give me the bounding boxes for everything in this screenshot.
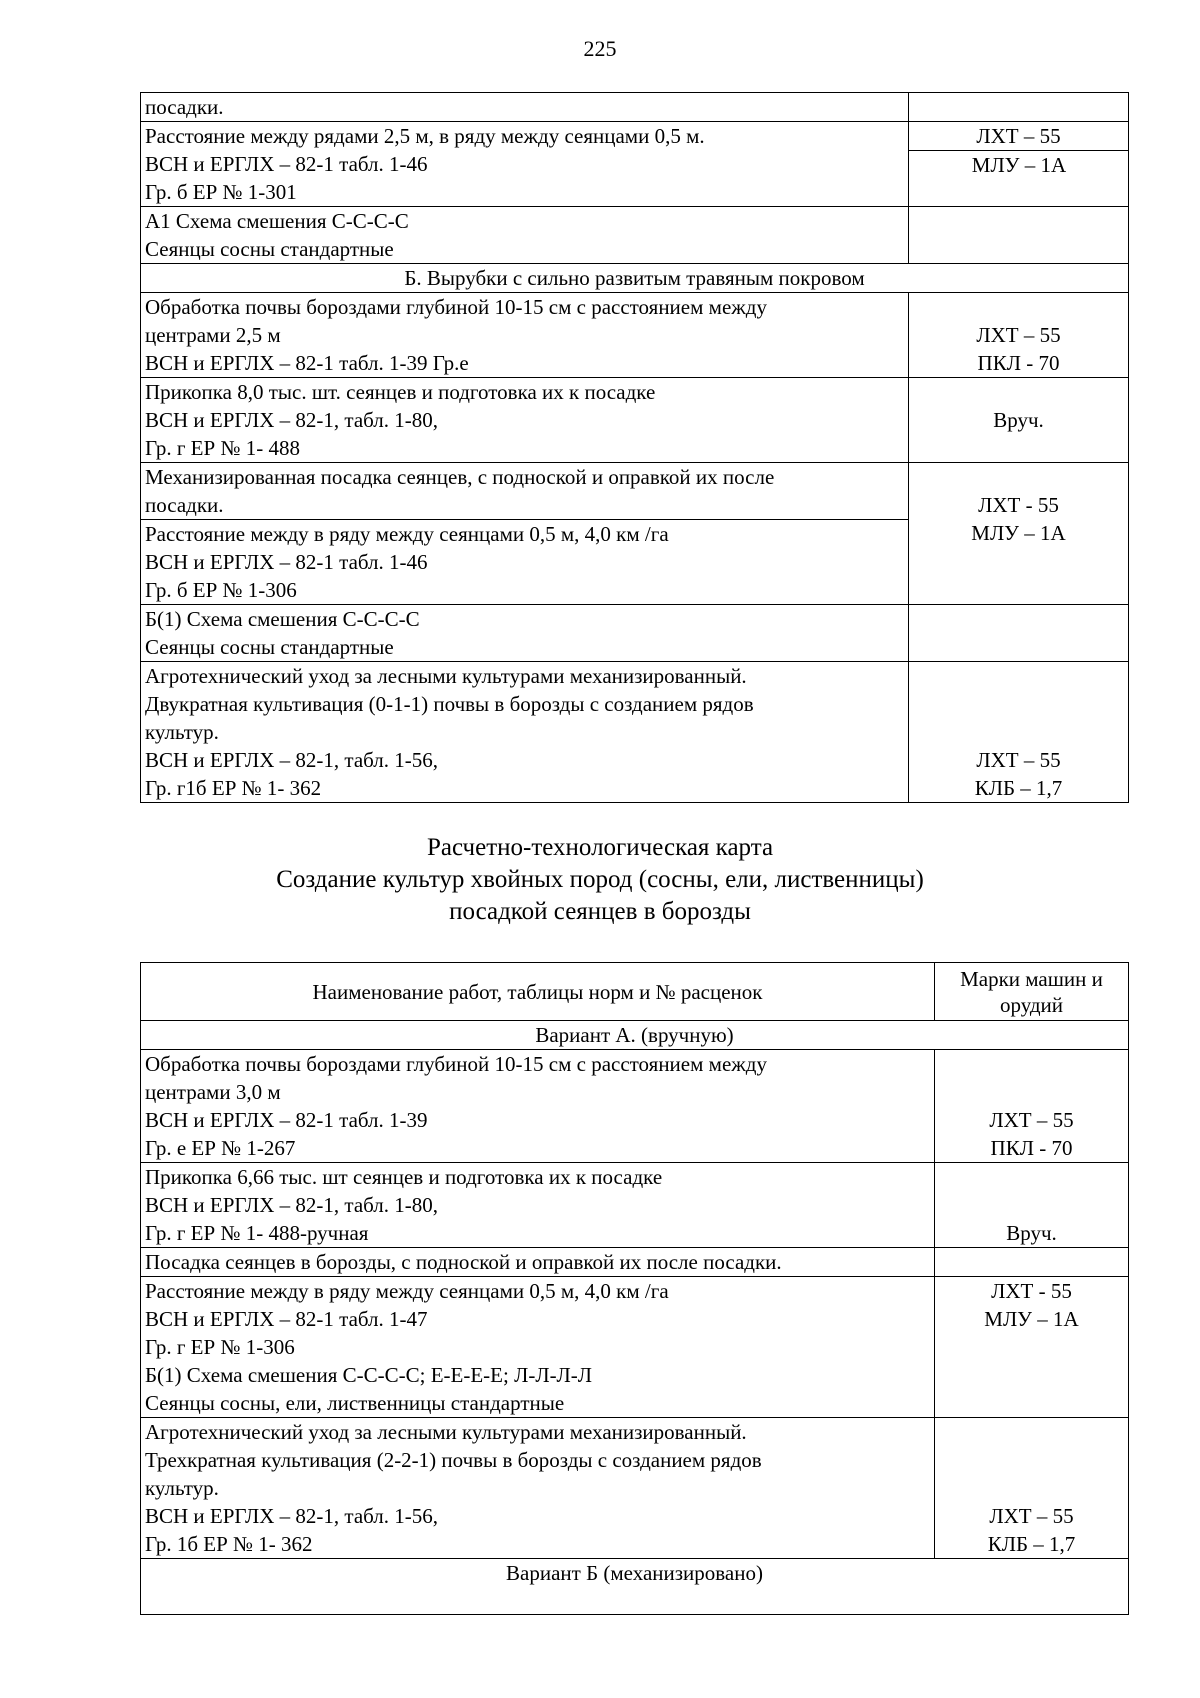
work-cell bbox=[141, 1248, 935, 1277]
work-text-line: ВСН и ЕРГЛХ – 82-1, табл. 1-56, bbox=[145, 1504, 439, 1528]
machine-text-line bbox=[909, 378, 1128, 406]
work-text-line: Обработка почвы бороздами глубиной 10-15 см с расстоянием между bbox=[145, 295, 767, 319]
work-cell bbox=[141, 662, 909, 803]
work-text-line: Гр. е ЕР № 1-267 bbox=[145, 1136, 296, 1160]
work-text-line: Агротехнический уход за лесными культурами механизированный. bbox=[145, 1420, 747, 1444]
work-text-line: Б(1) Схема смешения С-С-С-С bbox=[145, 607, 420, 631]
work-text-line: посадки. bbox=[145, 95, 224, 119]
header-work-cell bbox=[141, 963, 935, 1021]
machine-text-line: ЛХТ – 55 bbox=[989, 1504, 1074, 1528]
variant-a-cell bbox=[141, 1021, 1129, 1050]
machine-text-line: Вруч. bbox=[993, 408, 1044, 432]
machine-text-line: ПКЛ - 70 bbox=[990, 1136, 1073, 1160]
work-cell bbox=[141, 1163, 935, 1248]
machines-cell bbox=[935, 1248, 1129, 1277]
machines-cell bbox=[909, 93, 1129, 122]
machine-text-line: МЛУ – 1А bbox=[909, 150, 1129, 179]
machines-cell bbox=[909, 122, 1129, 207]
work-text-line: центрами 2,5 м bbox=[145, 323, 281, 347]
variant-b-label: Вариант Б (механизировано) bbox=[506, 1561, 763, 1585]
machine-text-line bbox=[935, 1333, 1128, 1361]
machine-text-line: ЛХТ – 55 bbox=[989, 1108, 1074, 1132]
machine-text-line bbox=[935, 1361, 1128, 1389]
header-machines-cell bbox=[935, 963, 1129, 1021]
variant-b-cell bbox=[141, 1559, 1129, 1615]
header-machines-label-1: Марки машин и bbox=[960, 966, 1103, 991]
table-row bbox=[141, 378, 1129, 463]
variant-a-label: Вариант А. (вручную) bbox=[535, 1023, 734, 1047]
machine-text-line: КЛБ – 1,7 bbox=[974, 776, 1063, 800]
work-table-continued bbox=[140, 92, 1129, 803]
work-cell bbox=[141, 122, 909, 207]
machine-text-line bbox=[909, 605, 1128, 633]
table-row bbox=[141, 463, 1129, 605]
table-row bbox=[141, 662, 1129, 803]
work-text-line: ВСН и ЕРГЛХ – 82-1, табл. 1-80, bbox=[145, 1193, 439, 1217]
work-text-line: Гр. г1б ЕР № 1- 362 bbox=[145, 776, 322, 800]
work-text-line: Механизированная посадка сеянцев, с подноской и оправкой их после bbox=[145, 465, 775, 489]
work-text-line: Двукратная культивация (0-1-1) почвы в борозды с созданием рядов bbox=[145, 692, 754, 716]
header-machines-label-2: орудий bbox=[999, 992, 1064, 1017]
work-text-line: Трехкратная культивация (2-2-1) почвы в борозды с созданием рядов bbox=[145, 1448, 762, 1472]
work-text-line: Расстояние между в ряду между сеянцами 0,5 м, 4,0 км /га bbox=[145, 1279, 669, 1303]
work-text-line: Сеянцы сосны стандартные bbox=[145, 237, 394, 261]
work-text-line: ВСН и ЕРГЛХ – 82-1 табл. 1-46 bbox=[145, 550, 428, 574]
machine-text-line bbox=[935, 1418, 1128, 1446]
machines-cell bbox=[909, 378, 1129, 463]
variant-b-row bbox=[141, 1559, 1129, 1615]
work-cell bbox=[141, 293, 909, 378]
work-text-line: посадки. bbox=[145, 493, 224, 517]
work-text-line: ВСН и ЕРГЛХ – 82-1, табл. 1-80, bbox=[145, 408, 439, 432]
work-text-line: ВСН и ЕРГЛХ – 82-1 табл. 1-39 Гр.е bbox=[145, 351, 469, 375]
table-row bbox=[141, 1163, 1129, 1248]
machine-text-line: ЛХТ - 55 bbox=[978, 493, 1059, 517]
machines-cell bbox=[935, 1418, 1129, 1559]
work-text-line: ВСН и ЕРГЛХ – 82-1 табл. 1-46 bbox=[145, 152, 428, 176]
title-line-1: Расчетно-технологическая карта bbox=[426, 834, 774, 861]
table-row bbox=[141, 1277, 1129, 1418]
document-title bbox=[0, 832, 1200, 928]
machines-cell bbox=[935, 1050, 1129, 1163]
machine-text-line: Вруч. bbox=[1006, 1221, 1057, 1245]
machine-text-line bbox=[909, 207, 1128, 235]
work-text-line: Сеянцы сосны стандартные bbox=[145, 635, 394, 659]
work-text-line: Обработка почвы бороздами глубиной 10-15 см с расстоянием между bbox=[145, 1052, 767, 1076]
work-text-line: Расстояние между рядами 2,5 м, в ряду между сеянцами 0,5 м. bbox=[145, 124, 705, 148]
work-text-line: Гр. 1б ЕР № 1- 362 bbox=[145, 1532, 313, 1556]
work-text-line: Сеянцы сосны, ели, лиственницы стандартные bbox=[145, 1391, 565, 1415]
work-text-line: Агротехнический уход за лесными культурами механизированный. bbox=[145, 664, 747, 688]
machine-text-line bbox=[909, 690, 1128, 718]
machine-text-line bbox=[935, 1163, 1128, 1191]
work-text-line: Гр. г ЕР № 1- 488 bbox=[145, 436, 300, 460]
page-number: 225 bbox=[583, 36, 617, 61]
work-cell bbox=[141, 463, 909, 605]
work-text-line: Гр. б ЕР № 1-306 bbox=[145, 578, 297, 602]
machine-text-line bbox=[935, 1078, 1128, 1106]
table-row bbox=[141, 122, 1129, 207]
table-row bbox=[141, 93, 1129, 122]
work-cell bbox=[141, 1050, 935, 1163]
table-row bbox=[141, 293, 1129, 378]
machine-text-line bbox=[935, 1389, 1128, 1417]
machine-text-line: ЛХТ – 55 bbox=[976, 748, 1061, 772]
machine-text-line bbox=[909, 93, 1128, 121]
title-line-3: посадкой сеянцев в борозды bbox=[449, 898, 751, 925]
section-heading-cell bbox=[141, 264, 1129, 293]
work-text-line: ВСН и ЕРГЛХ – 82-1 табл. 1-39 bbox=[145, 1108, 428, 1132]
work-text-line: Прикопка 6,66 тыс. шт сеянцев и подготовка их к посадке bbox=[145, 1165, 663, 1189]
work-text-line: А1 Схема смешения С-С-С-С bbox=[145, 209, 409, 233]
work-text-line: центрами 3,0 м bbox=[145, 1080, 281, 1104]
work-text-line: ВСН и ЕРГЛХ – 82-1 табл. 1-47 bbox=[145, 1307, 428, 1331]
machine-text-line bbox=[935, 1050, 1128, 1078]
machine-text-line bbox=[909, 575, 1128, 603]
machines-cell bbox=[909, 463, 1129, 605]
work-text-line: Гр. г ЕР № 1- 488-ручная bbox=[145, 1221, 369, 1245]
machine-text-line: МЛУ – 1А bbox=[984, 1307, 1079, 1331]
title-line-2: Создание культур хвойных пород (сосны, ели, лиственницы) bbox=[276, 866, 924, 893]
work-text-line: Гр. г ЕР № 1-306 bbox=[145, 1335, 295, 1359]
section-heading: Б. Вырубки с сильно развитым травяным покровом bbox=[404, 266, 865, 290]
work-cell bbox=[141, 605, 909, 662]
machine-text-line: КЛБ – 1,7 bbox=[987, 1532, 1076, 1556]
work-text-line: ВСН и ЕРГЛХ – 82-1, табл. 1-56, bbox=[145, 748, 439, 772]
machine-text-line bbox=[909, 718, 1128, 746]
table-row bbox=[141, 1418, 1129, 1559]
machines-cell bbox=[935, 1163, 1129, 1248]
machine-text-line bbox=[935, 1191, 1128, 1219]
table-row bbox=[141, 1050, 1129, 1163]
machines-cell bbox=[909, 662, 1129, 803]
table-row bbox=[141, 264, 1129, 293]
work-text-line: Б(1) Схема смешения С-С-С-С; Е-Е-Е-Е; Л-Л-Л-Л bbox=[145, 1363, 593, 1387]
work-cell bbox=[141, 1277, 935, 1418]
table-row bbox=[141, 605, 1129, 662]
machine-text-line bbox=[909, 547, 1128, 575]
machine-text-line bbox=[935, 1248, 1128, 1276]
machine-text-line bbox=[935, 1446, 1128, 1474]
machine-text-line: ЛХТ – 55 bbox=[976, 124, 1061, 148]
machine-text-line: ЛХТ - 55 bbox=[991, 1279, 1072, 1303]
machine-text-line bbox=[909, 463, 1128, 491]
machine-text-line bbox=[909, 293, 1128, 321]
work-cell bbox=[141, 378, 909, 463]
machine-text-line bbox=[909, 434, 1128, 462]
work-table-conifer-planting bbox=[140, 962, 1129, 1615]
work-cell bbox=[141, 1418, 935, 1559]
machines-cell bbox=[935, 1277, 1129, 1418]
work-text-line: культур. bbox=[145, 1476, 219, 1500]
machines-cell bbox=[909, 207, 1129, 264]
work-cell bbox=[141, 207, 909, 264]
work-text-line: Прикопка 8,0 тыс. шт. сеянцев и подготовка их к посадке bbox=[145, 380, 656, 404]
machine-text-line: ЛХТ – 55 bbox=[976, 323, 1061, 347]
machines-cell bbox=[909, 605, 1129, 662]
machine-text-line: МЛУ – 1А bbox=[971, 521, 1066, 545]
work-text-line: Посадка сеянцев в борозды, с подноской и оправкой их после посадки. bbox=[145, 1250, 782, 1274]
table-header-row bbox=[141, 963, 1129, 1021]
header-work-label: Наименование работ, таблицы норм и № расценок bbox=[312, 979, 763, 1004]
table-row bbox=[141, 207, 1129, 264]
work-text-line: культур. bbox=[145, 720, 219, 744]
work-text-line: Расстояние между в ряду между сеянцами 0,5 м, 4,0 км /га bbox=[141, 519, 909, 548]
machine-text-line bbox=[935, 1474, 1128, 1502]
work-text-line: Гр. б ЕР № 1-301 bbox=[145, 180, 297, 204]
work-cell bbox=[141, 93, 909, 122]
variant-a-row bbox=[141, 1021, 1129, 1050]
machines-cell bbox=[909, 293, 1129, 378]
table-row bbox=[141, 1248, 1129, 1277]
machine-text-line: ПКЛ - 70 bbox=[977, 351, 1060, 375]
machine-text-line bbox=[909, 662, 1128, 690]
